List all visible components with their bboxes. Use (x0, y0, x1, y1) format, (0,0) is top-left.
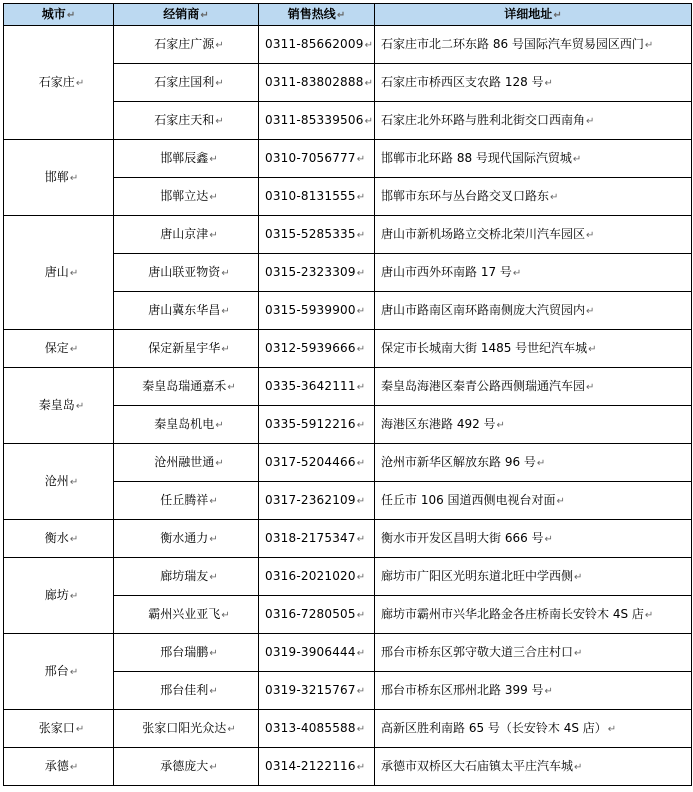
dealer-name: 任丘腾祥 (160, 492, 209, 507)
paragraph-mark-icon: ↵ (209, 685, 218, 697)
paragraph-mark-icon: ↵ (356, 305, 366, 317)
phone-cell (259, 216, 375, 254)
paragraph-mark-icon: ↵ (588, 343, 597, 355)
paragraph-mark-icon: ↵ (209, 495, 218, 507)
city-cell (4, 710, 114, 748)
phone-number: 0313-4085588 (265, 720, 356, 735)
dealer-name: 沧州融世通 (154, 454, 215, 469)
paragraph-mark-icon: ↵ (512, 267, 522, 279)
table-row (4, 330, 692, 368)
table-header-row (4, 4, 692, 26)
paragraph-mark-icon: ↵ (221, 267, 230, 279)
paragraph-mark-icon: ↵ (69, 172, 79, 184)
paragraph-mark-icon: ↵ (75, 723, 85, 735)
table-row (4, 520, 692, 558)
dealer-cell (114, 216, 259, 254)
dealer-cell (114, 406, 259, 444)
address-text: 任丘市 106 国道西侧电视台对面 (381, 492, 556, 507)
dealer-cell (114, 482, 259, 520)
dealer-cell (114, 596, 259, 634)
paragraph-mark-icon: ↵ (550, 191, 559, 203)
paragraph-mark-icon: ↵ (356, 571, 366, 583)
dealer-cell (114, 748, 259, 786)
phone-number: 0316-7280505 (265, 606, 356, 621)
phone-number: 0315-5939900 (265, 302, 356, 317)
address-text: 石家庄北外环路与胜利北街交口西南角 (381, 112, 586, 127)
dealer-name: 唐山京津 (160, 226, 209, 241)
dealer-cell (114, 672, 259, 710)
paragraph-mark-icon: ↵ (574, 761, 583, 773)
dealer-name: 邯郸辰鑫 (160, 150, 209, 165)
address-text: 秦皇岛海港区秦青公路西侧瑞通汽车园 (381, 378, 586, 393)
address-cell (375, 406, 692, 444)
address-text: 保定市长城南大街 1485 号世纪汽车城 (381, 340, 588, 355)
dealer-cell (114, 444, 259, 482)
paragraph-mark-icon: ↵ (69, 761, 79, 773)
paragraph-mark-icon: ↵ (556, 495, 565, 507)
dealer-cell (114, 558, 259, 596)
phone-cell (259, 140, 375, 178)
city-name: 邢台 (44, 663, 69, 678)
paragraph-mark-icon: ↵ (356, 153, 366, 165)
paragraph-mark-icon: ↵ (209, 647, 218, 659)
paragraph-mark-icon: ↵ (544, 685, 553, 697)
paragraph-mark-icon: ↵ (574, 647, 583, 659)
paragraph-mark-icon: ↵ (221, 609, 230, 621)
dealer-name: 唐山联亚物资 (148, 264, 221, 279)
paragraph-mark-icon: ↵ (69, 343, 79, 355)
paragraph-mark-icon: ↵ (336, 9, 346, 21)
paragraph-mark-icon: ↵ (356, 761, 366, 773)
city-name: 张家口 (38, 720, 75, 735)
dealer-name: 邢台瑞鹏 (160, 644, 209, 659)
dealer-cell (114, 520, 259, 558)
city-cell (4, 634, 114, 710)
paragraph-mark-icon: ↵ (69, 666, 79, 678)
city-name: 保定 (44, 340, 69, 355)
address-text: 邢台市桥东区郭守敬大道三合庄村口 (381, 644, 574, 659)
dealer-cell (114, 254, 259, 292)
paragraph-mark-icon: ↵ (356, 191, 366, 203)
paragraph-mark-icon: ↵ (69, 267, 79, 279)
dealer-name: 承德庞大 (160, 758, 209, 773)
paragraph-mark-icon: ↵ (544, 533, 553, 545)
address-cell (375, 748, 692, 786)
dealer-cell (114, 368, 259, 406)
paragraph-mark-icon: ↵ (356, 495, 366, 507)
paragraph-mark-icon: ↵ (75, 77, 85, 89)
paragraph-mark-icon: ↵ (586, 115, 595, 127)
city-cell (4, 26, 114, 140)
address-cell (375, 102, 692, 140)
dealer-name: 秦皇岛机电 (154, 416, 215, 431)
paragraph-mark-icon: ↵ (356, 343, 366, 355)
phone-number: 0315-2323309 (265, 264, 356, 279)
paragraph-mark-icon: ↵ (356, 533, 366, 545)
header-label: 销售热线 (287, 6, 336, 21)
dealer-name: 邢台佳利 (160, 682, 209, 697)
address-text: 衡水市开发区昌明大街 666 号 (381, 530, 544, 545)
dealer-cell (114, 140, 259, 178)
address-text: 廊坊市霸州市兴华北路金各庄桥南长安铃木 4S 店 (381, 606, 644, 621)
paragraph-mark-icon: ↵ (364, 77, 374, 89)
paragraph-mark-icon: ↵ (544, 77, 553, 89)
phone-number: 0316-2021020 (265, 568, 356, 583)
dealer-name: 石家庄国利 (154, 74, 215, 89)
dealer-cell (114, 710, 259, 748)
address-cell (375, 140, 692, 178)
address-cell (375, 178, 692, 216)
address-cell (375, 292, 692, 330)
address-text: 廊坊市广阳区光明东道北旺中学西侧 (381, 568, 574, 583)
dealer-name: 邯郸立达 (160, 188, 209, 203)
city-cell (4, 748, 114, 786)
address-text: 邢台市桥东区邢州北路 399 号 (381, 682, 544, 697)
header-label: 城市 (41, 6, 66, 21)
phone-number: 0311-85662009 (265, 36, 364, 51)
phone-number: 0311-85339506 (265, 112, 364, 127)
phone-cell (259, 26, 375, 64)
address-text: 唐山市路南区南环路南侧庞大汽贸园内 (381, 302, 586, 317)
phone-number: 0318-2175347 (265, 530, 356, 545)
paragraph-mark-icon: ↵ (356, 609, 366, 621)
phone-number: 0314-2122116 (265, 758, 356, 773)
city-cell (4, 444, 114, 520)
paragraph-mark-icon: ↵ (75, 400, 85, 412)
paragraph-mark-icon: ↵ (209, 229, 218, 241)
phone-cell (259, 254, 375, 292)
paragraph-mark-icon: ↵ (356, 685, 366, 697)
phone-cell (259, 710, 375, 748)
phone-cell (259, 178, 375, 216)
dealer-name: 石家庄广源 (154, 36, 215, 51)
paragraph-mark-icon: ↵ (364, 115, 374, 127)
phone-number: 0310-7056777 (265, 150, 356, 165)
city-cell (4, 140, 114, 216)
address-cell (375, 444, 692, 482)
table-body (4, 26, 692, 786)
paragraph-mark-icon: ↵ (356, 723, 366, 735)
table-row (4, 558, 692, 596)
paragraph-mark-icon: ↵ (644, 609, 654, 621)
city-name: 廊坊 (44, 587, 69, 602)
city-name: 衡水 (44, 530, 69, 545)
paragraph-mark-icon: ↵ (227, 723, 236, 735)
paragraph-mark-icon: ↵ (66, 9, 76, 21)
address-cell (375, 596, 692, 634)
dealer-name: 秦皇岛瑞通嘉禾 (142, 378, 227, 393)
paragraph-mark-icon: ↵ (607, 723, 617, 735)
phone-number: 0317-5204466 (265, 454, 356, 469)
address-text: 沧州市新华区解放东路 96 号 (381, 454, 536, 469)
city-cell (4, 368, 114, 444)
phone-cell (259, 292, 375, 330)
phone-cell (259, 368, 375, 406)
header-city (4, 4, 114, 26)
table-row (4, 140, 692, 178)
address-cell (375, 558, 692, 596)
phone-cell (259, 748, 375, 786)
city-name: 邯郸 (44, 169, 69, 184)
table-row (4, 710, 692, 748)
table-row (4, 26, 692, 64)
paragraph-mark-icon: ↵ (572, 153, 582, 165)
dealer-name: 张家口阳光众达 (142, 720, 227, 735)
paragraph-mark-icon: ↵ (215, 419, 224, 431)
city-name: 沧州 (44, 473, 69, 488)
phone-cell (259, 520, 375, 558)
dealer-name: 廊坊瑞友 (160, 568, 209, 583)
address-text: 石家庄市北二环东路 86 号国际汽车贸易园区西门 (381, 36, 644, 51)
address-text: 承德市双桥区大石庙镇太平庄汽车城 (381, 758, 574, 773)
dealer-cell (114, 178, 259, 216)
city-cell (4, 330, 114, 368)
phone-cell (259, 444, 375, 482)
address-cell (375, 64, 692, 102)
table-row (4, 216, 692, 254)
phone-cell (259, 634, 375, 672)
paragraph-mark-icon: ↵ (586, 381, 595, 393)
paragraph-mark-icon: ↵ (586, 305, 595, 317)
paragraph-mark-icon: ↵ (356, 647, 366, 659)
address-text: 石家庄市桥西区支农路 128 号 (381, 74, 544, 89)
city-name: 石家庄 (38, 74, 75, 89)
dealer-cell (114, 64, 259, 102)
phone-cell (259, 596, 375, 634)
phone-cell (259, 482, 375, 520)
dealer-cell (114, 634, 259, 672)
paragraph-mark-icon: ↵ (69, 533, 79, 545)
dealer-cell (114, 330, 259, 368)
address-cell (375, 26, 692, 64)
header-address (375, 4, 692, 26)
paragraph-mark-icon: ↵ (209, 533, 218, 545)
address-cell (375, 672, 692, 710)
paragraph-mark-icon: ↵ (69, 590, 79, 602)
address-cell (375, 634, 692, 672)
paragraph-mark-icon: ↵ (586, 229, 595, 241)
dealer-cell (114, 26, 259, 64)
paragraph-mark-icon: ↵ (221, 305, 230, 317)
dealer-cell (114, 292, 259, 330)
paragraph-mark-icon: ↵ (356, 457, 366, 469)
address-cell (375, 710, 692, 748)
phone-cell (259, 406, 375, 444)
table-row (4, 444, 692, 482)
city-cell (4, 558, 114, 634)
header-label: 详细地址 (504, 6, 553, 21)
city-name: 承德 (44, 758, 69, 773)
city-cell (4, 216, 114, 330)
address-cell (375, 520, 692, 558)
address-text: 唐山市西外环南路 17 号 (381, 264, 512, 279)
header-label: 经销商 (163, 6, 200, 21)
paragraph-mark-icon: ↵ (215, 39, 224, 51)
table-row (4, 368, 692, 406)
city-name: 唐山 (44, 264, 69, 279)
phone-number: 0319-3215767 (265, 682, 356, 697)
paragraph-mark-icon: ↵ (221, 343, 230, 355)
paragraph-mark-icon: ↵ (356, 419, 366, 431)
phone-number: 0335-5912216 (265, 416, 356, 431)
paragraph-mark-icon: ↵ (364, 39, 374, 51)
table-row (4, 748, 692, 786)
paragraph-mark-icon: ↵ (356, 381, 366, 393)
address-cell (375, 216, 692, 254)
paragraph-mark-icon: ↵ (209, 761, 218, 773)
phone-number: 0311-83802888 (265, 74, 364, 89)
phone-number: 0315-5285335 (265, 226, 356, 241)
phone-number: 0319-3906444 (265, 644, 356, 659)
paragraph-mark-icon: ↵ (200, 9, 209, 21)
address-cell (375, 482, 692, 520)
paragraph-mark-icon: ↵ (536, 457, 546, 469)
paragraph-mark-icon: ↵ (209, 191, 218, 203)
paragraph-mark-icon: ↵ (215, 457, 224, 469)
dealer-table (3, 3, 692, 786)
city-cell (4, 520, 114, 558)
header-dealer (114, 4, 259, 26)
address-text: 邯郸市北环路 88 号现代国际汽贸城 (381, 150, 572, 165)
phone-cell (259, 558, 375, 596)
paragraph-mark-icon: ↵ (209, 153, 218, 165)
paragraph-mark-icon: ↵ (215, 115, 224, 127)
address-text: 高新区胜利南路 65 号（长安铃木 4S 店） (381, 720, 607, 735)
paragraph-mark-icon: ↵ (356, 229, 366, 241)
paragraph-mark-icon: ↵ (69, 476, 79, 488)
paragraph-mark-icon: ↵ (553, 9, 562, 21)
dealer-name: 保定新星宇华 (148, 340, 221, 355)
address-cell (375, 254, 692, 292)
city-name: 秦皇岛 (38, 397, 75, 412)
header-phone (259, 4, 375, 26)
phone-cell (259, 64, 375, 102)
address-text: 邯郸市东环与丛台路交叉口路东 (381, 188, 550, 203)
paragraph-mark-icon: ↵ (209, 571, 218, 583)
address-cell (375, 330, 692, 368)
address-text: 海港区东港路 492 号 (381, 416, 496, 431)
paragraph-mark-icon: ↵ (496, 419, 505, 431)
paragraph-mark-icon: ↵ (356, 267, 366, 279)
paragraph-mark-icon: ↵ (574, 571, 583, 583)
dealer-name: 衡水通力 (160, 530, 209, 545)
phone-cell (259, 330, 375, 368)
address-text: 唐山市新机场路立交桥北荣川汽车园区 (381, 226, 586, 241)
dealer-cell (114, 102, 259, 140)
phone-number: 0335-3642111 (265, 378, 356, 393)
address-cell (375, 368, 692, 406)
dealer-name: 唐山冀东华昌 (148, 302, 221, 317)
paragraph-mark-icon: ↵ (227, 381, 236, 393)
phone-number: 0310-8131555 (265, 188, 356, 203)
phone-cell (259, 672, 375, 710)
paragraph-mark-icon: ↵ (644, 39, 654, 51)
phone-number: 0317-2362109 (265, 492, 356, 507)
dealer-name: 石家庄天和 (154, 112, 215, 127)
dealer-name: 霸州兴业亚飞 (148, 606, 221, 621)
phone-number: 0312-5939666 (265, 340, 356, 355)
table-row (4, 634, 692, 672)
paragraph-mark-icon: ↵ (215, 77, 224, 89)
phone-cell (259, 102, 375, 140)
